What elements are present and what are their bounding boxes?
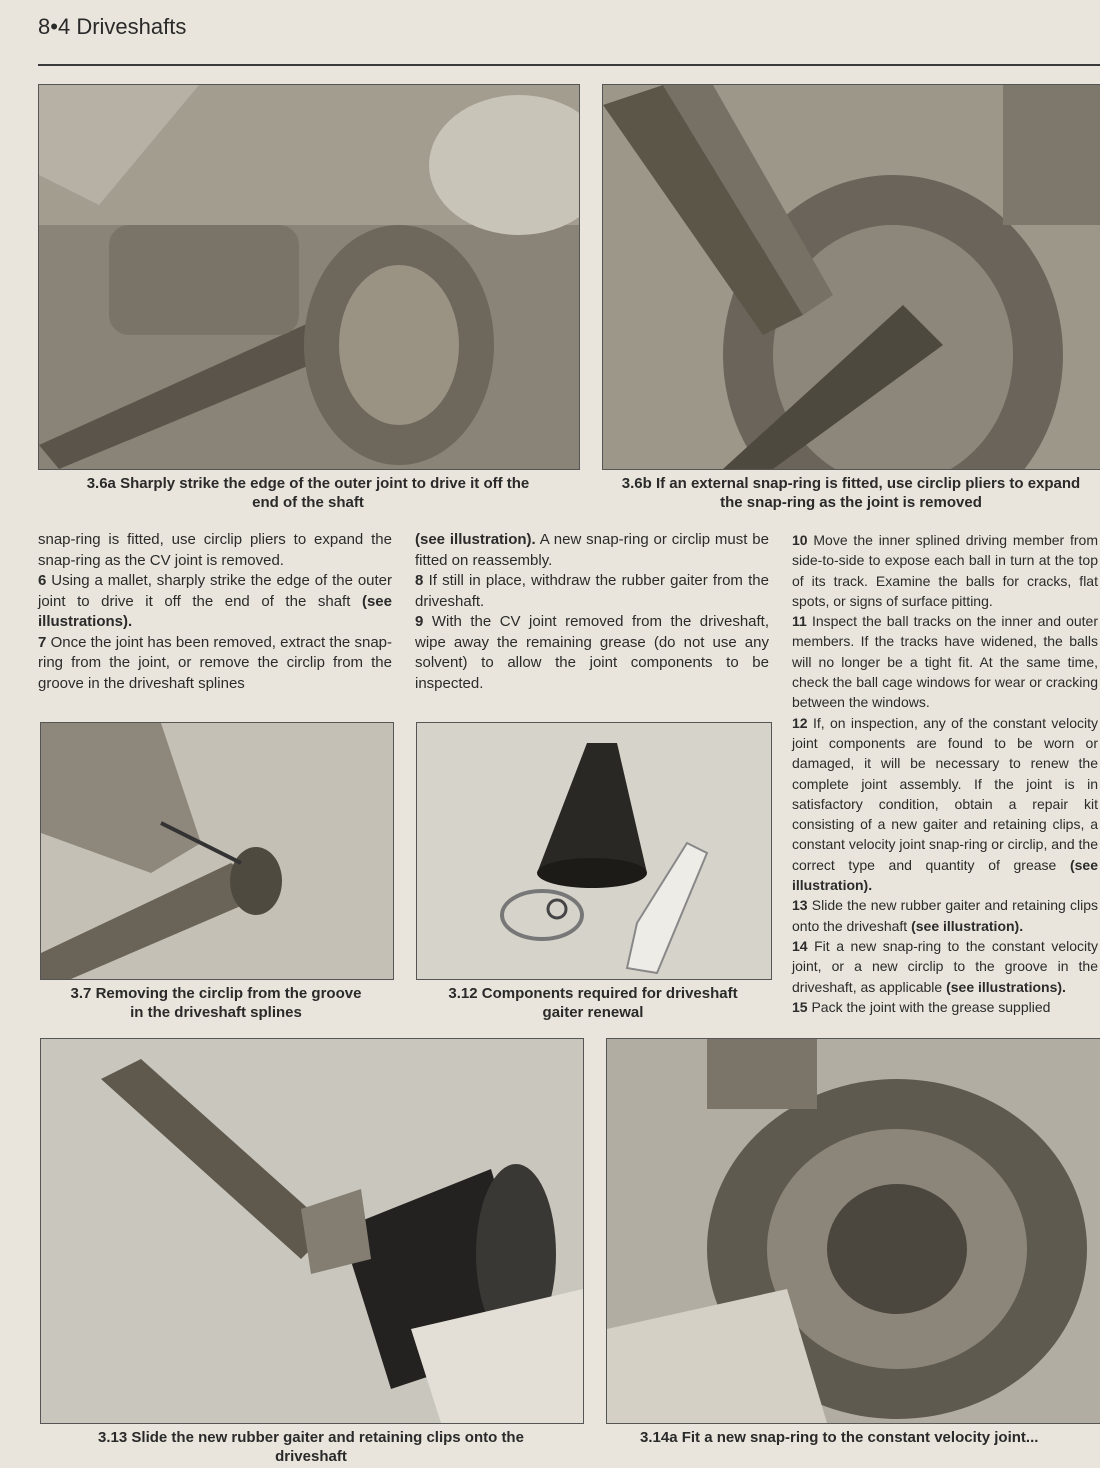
caption-3-14a <box>606 1428 1100 1447</box>
text-column-2 <box>415 530 769 694</box>
paragraph: snap-ring is fitted, use circlip pliers to expand the snap-ring as the CV joint is removed. <box>38 531 392 569</box>
photo-3-6b <box>602 84 1100 470</box>
paragraph-8: 8 If still in place, withdraw the rubber gaiter from the driveshaft. <box>415 572 769 610</box>
photo-3-7 <box>40 722 394 980</box>
caption-line: 3.12 Components required for driveshaft <box>448 985 738 1002</box>
page-header <box>38 14 186 40</box>
caption-line: end of the shaft <box>252 494 364 511</box>
paragraph-7: 7 Once the joint has been removed, extract the snap-ring from the joint, or remove the circlip from the groove in the driveshaft splines <box>38 633 392 692</box>
caption-3-7 <box>40 984 392 1022</box>
page-number: 8•4 <box>38 14 71 39</box>
caption-3-6b <box>602 474 1100 512</box>
text-column-3 <box>792 530 1098 1017</box>
caption-line: gaiter renewal <box>542 1004 644 1021</box>
paragraph-12: 12 If, on inspection, any of the constant velocity joint components are found to be worn or damaged, it will be necessary to renew the complete joint assembly. If the joint is in satisfactory condition, obtain a repair kit consisting of a new gaiter and retaining clips, a constant velocity joint snap-ring or circlip, and the correct type and quantity of grease (see illustration). <box>792 714 1099 894</box>
caption-line: driveshaft <box>275 1448 347 1465</box>
paragraph-14: 14 Fit a new snap-ring to the constant velocity joint, or a new circlip to the groove in the driveshaft, as applicable (see illustrations). <box>792 937 1099 995</box>
paragraph-11: 11 Inspect the ball tracks on the inner and outer members. If the tracks have widened, the balls will no longer be a tight fit. At the same time, check the ball cage windows for wear or cracking between the windows. <box>792 613 1099 711</box>
caption-line: 3.6a Sharply strike the edge of the outer joint to drive it off the <box>86 475 530 492</box>
section-title: Driveshafts <box>76 14 187 39</box>
caption-line: 3.7 Removing the circlip from the groove <box>70 985 362 1002</box>
photo-3-13 <box>40 1038 584 1424</box>
photo-3-6a <box>38 84 580 470</box>
paragraph-15: 15 Pack the joint with the grease supplied <box>792 998 1051 1015</box>
paragraph-6: 6 Using a mallet, sharply strike the edge of the outer joint to drive it off the end of the shaft (see illustrations). <box>38 572 393 630</box>
caption-3-6a <box>38 474 578 512</box>
caption-line: the snap-ring as the joint is removed <box>720 494 982 511</box>
caption-line: 3.13 Slide the new rubber gaiter and retaining clips onto the <box>98 1429 524 1446</box>
caption-line: 3.6b If an external snap-ring is fitted, use circlip pliers to expand <box>621 475 1081 492</box>
caption-3-12 <box>416 984 770 1022</box>
caption-line: in the driveshaft splines <box>130 1004 302 1021</box>
caption-3-13 <box>40 1428 582 1466</box>
paragraph: (see illustration). A new snap-ring or circlip must be fitted on reassembly. <box>415 531 769 569</box>
caption-line: 3.14a Fit a new snap-ring to the constant velocity joint... <box>640 1429 1039 1446</box>
paragraph-10: 10 Move the inner splined driving member from side-to-side to expose each ball in turn at the top of its track. Examine the balls for cracks, flat spots, or signs of surface pitting. <box>792 532 1098 609</box>
photo-3-12 <box>416 722 772 980</box>
paragraph-13: 13 Slide the new rubber gaiter and retaining clips onto the driveshaft (see illustration). <box>792 897 1099 934</box>
paragraph-9: 9 With the CV joint removed from the driveshaft, wipe away the remaining grease (do not use any solvent) to allow the joint components to be inspected. <box>415 613 770 692</box>
photo-3-14a <box>606 1038 1100 1424</box>
header-rule <box>38 64 1100 66</box>
text-column-1 <box>38 530 392 694</box>
